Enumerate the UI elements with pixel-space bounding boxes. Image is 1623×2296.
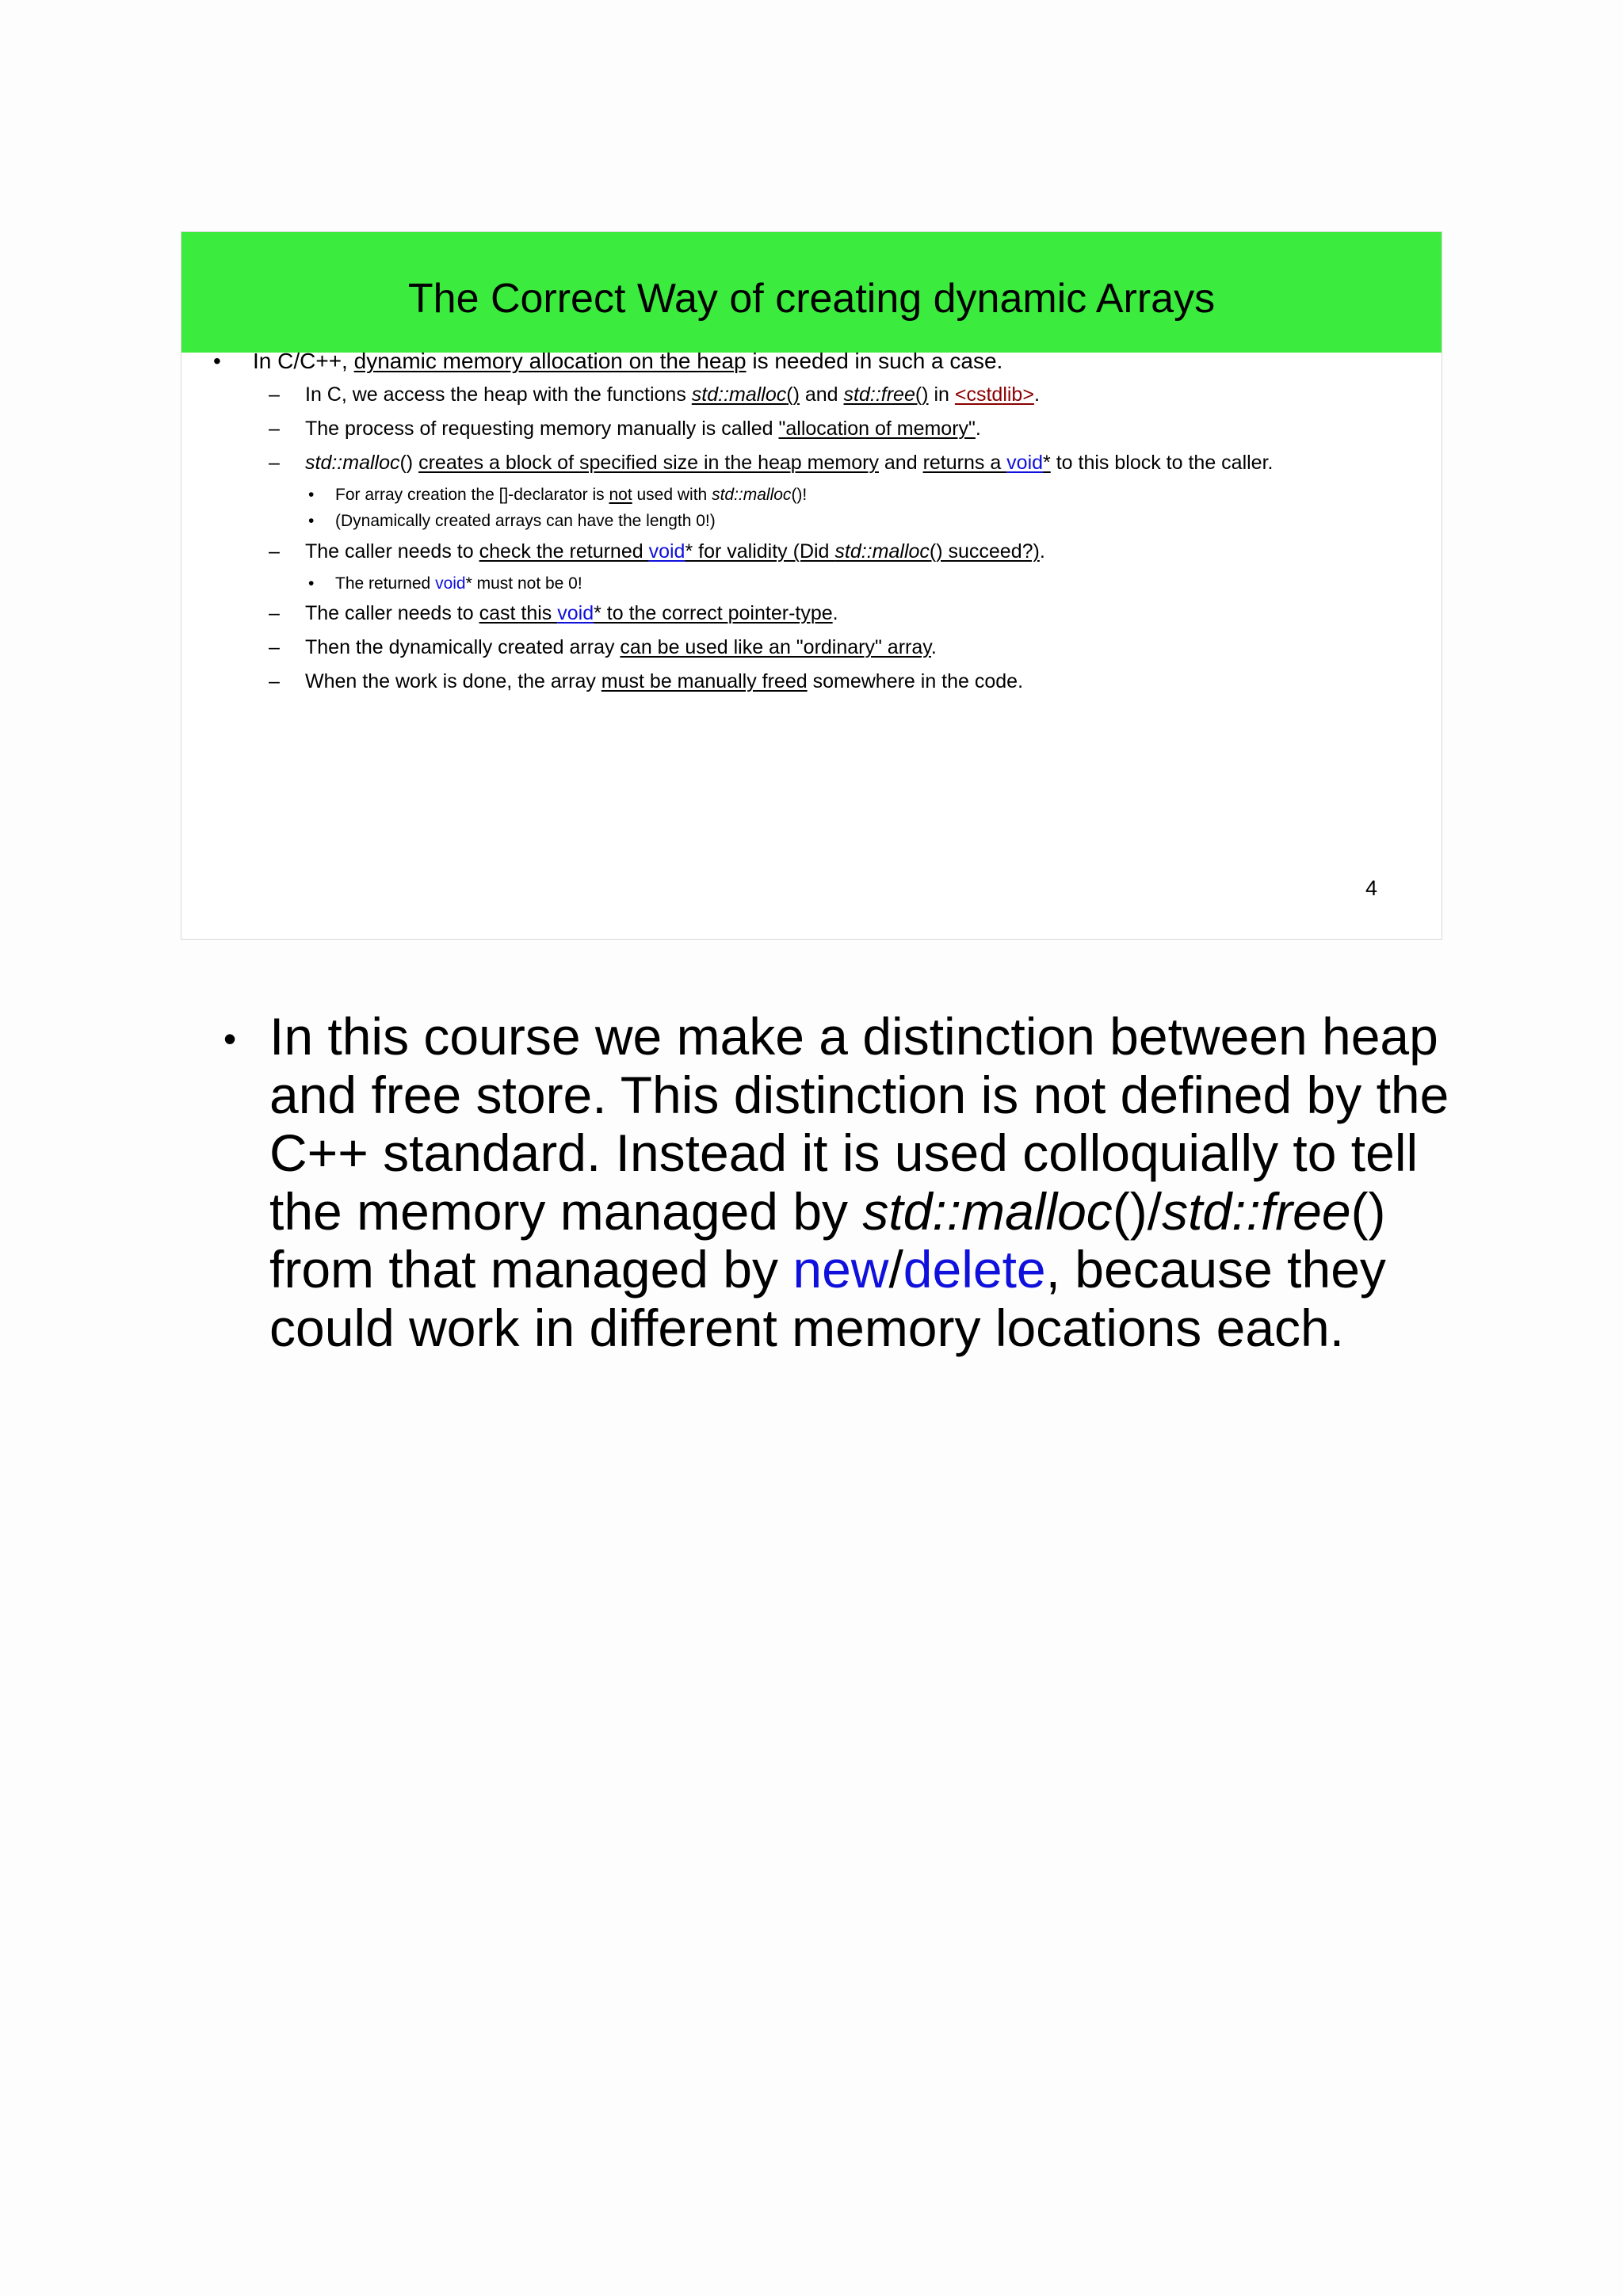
slide-subbullet-text <box>305 601 838 625</box>
text-run: is needed in such a case. <box>746 349 1003 373</box>
slide-subsubbullet-text <box>335 485 807 505</box>
bullet-marker: • <box>308 512 315 530</box>
text-run: creates a block of specified size in the heap memory <box>418 452 879 474</box>
text-run: check the returned <box>479 540 649 563</box>
text-run: , because they could work in different memory locations each. <box>269 1240 1386 1357</box>
text-run: () from that managed by <box>269 1181 1386 1299</box>
slide-bullet-text <box>253 348 1002 375</box>
text-run: in <box>928 383 955 406</box>
text-run: used with <box>632 486 712 504</box>
text-run: void <box>435 574 466 593</box>
text-run: (Dynamically created arrays can have the length 0!) <box>335 512 716 530</box>
bullet-marker: • <box>308 574 315 593</box>
text-run: "allocation of memory" <box>778 418 976 440</box>
slide <box>181 231 1442 940</box>
text-run: std::malloc <box>712 486 792 504</box>
text-run: can be used like an "ordinary" array <box>620 636 931 658</box>
slide-subsubbullet-text <box>335 511 716 532</box>
text-run: * for validity (Did <box>685 540 835 563</box>
text-run: somewhere in the code. <box>807 670 1024 692</box>
text-run: to this block to the caller. <box>1050 452 1274 474</box>
text-run: ()! <box>791 486 808 504</box>
slide-title: The Correct Way of creating dynamic Arrays <box>407 276 1216 322</box>
text-run: void <box>1006 452 1044 474</box>
text-run: The caller needs to <box>305 602 479 624</box>
text-run: * must not be 0! <box>465 574 582 593</box>
text-run: ()/ <box>1112 1181 1163 1241</box>
dash-marker: – <box>269 540 280 563</box>
dash-marker: – <box>269 452 280 474</box>
text-run: () <box>786 383 800 406</box>
slide-page-number: 4 <box>1365 876 1378 900</box>
text-run: () <box>915 383 929 406</box>
slide-subbullet-text <box>305 635 937 659</box>
notes-paragraph <box>269 1008 1458 1357</box>
text-run: std::malloc <box>862 1181 1113 1241</box>
text-run: must be manually freed <box>601 670 808 692</box>
text-run: returns a <box>922 452 1007 474</box>
text-run: () succeed?) <box>929 540 1040 563</box>
text-run: For array creation the []-declarator is <box>335 486 609 504</box>
text-run: In C, we access the heap with the functions <box>305 383 692 406</box>
text-run: std::malloc <box>691 383 787 406</box>
dash-marker: – <box>269 602 280 624</box>
slide-subbullet-text <box>305 540 1045 563</box>
dash-marker: – <box>269 418 280 440</box>
dash-marker: – <box>269 670 280 692</box>
text-run: delete <box>903 1240 1046 1299</box>
slide-subbullet-text <box>305 451 1273 475</box>
text-run: The process of requesting memory manually is called <box>305 418 779 440</box>
bullet-marker: • <box>213 349 221 373</box>
slide-title-bar <box>181 232 1442 353</box>
slide-subbullet-text <box>305 669 1023 693</box>
text-run: and <box>878 452 923 474</box>
text-run: new <box>792 1240 889 1299</box>
text-run: When the work is done, the array <box>305 670 601 692</box>
text-run: std::malloc <box>834 540 930 563</box>
text-run: . <box>1039 540 1045 563</box>
text-run: not <box>609 486 632 504</box>
text-run: . <box>930 636 937 658</box>
notes-bullet-marker: • <box>223 1018 237 1059</box>
slide-subsubbullet-text <box>335 574 582 594</box>
text-run: std::malloc <box>305 452 400 474</box>
text-run: The caller needs to <box>305 540 479 563</box>
dash-marker: – <box>269 636 280 658</box>
text-run: * to the correct pointer-type <box>594 602 833 624</box>
text-run: . <box>832 602 838 624</box>
text-run: The returned <box>335 574 436 593</box>
text-run: and <box>799 383 844 406</box>
text-run: () <box>399 452 419 474</box>
text-run: void <box>648 540 685 563</box>
text-run: In this course we make a distinction between heap and free store. This distinction is not defined by the C++ standard. Instead it is used colloquially to tell the memory managed by <box>269 1007 1449 1241</box>
text-run: * <box>1043 452 1051 474</box>
text-run: <cstdlib> <box>954 383 1034 406</box>
bullet-marker: • <box>308 486 315 504</box>
text-run: . <box>1033 383 1040 406</box>
text-run: Then the dynamically created array <box>305 636 621 658</box>
text-run: dynamic memory allocation on the heap <box>353 349 747 373</box>
text-run: . <box>975 418 981 440</box>
slide-subbullet-text <box>305 383 1040 406</box>
text-run: / <box>888 1240 903 1299</box>
slide-subbullet-text <box>305 417 981 441</box>
text-run: std::free <box>843 383 915 406</box>
dash-marker: – <box>269 383 280 406</box>
text-run: std::free <box>1162 1181 1351 1241</box>
text-run: void <box>557 602 594 624</box>
text-run: In C/C++, <box>253 349 354 373</box>
text-run: cast this <box>479 602 558 624</box>
